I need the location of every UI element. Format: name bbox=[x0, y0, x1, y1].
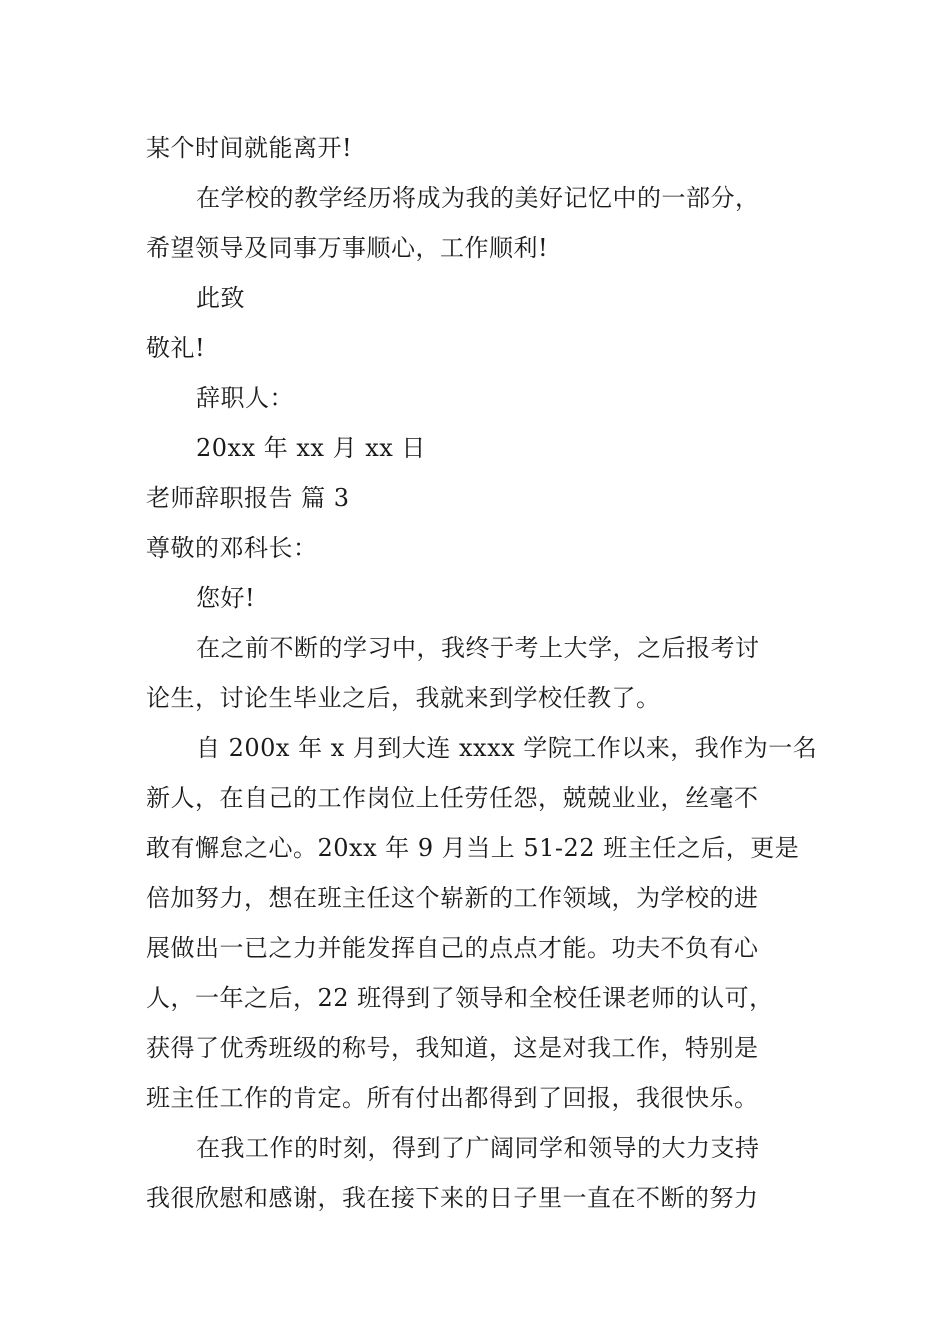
text-line: 在之前不断的学习中，我终于考上大学，之后报考讨 bbox=[196, 634, 760, 662]
text-line: 在学校的教学经历将成为我的美好记忆中的一部分， bbox=[196, 184, 760, 212]
text-line: 获得了优秀班级的称号，我知道，这是对我工作，特别是 bbox=[146, 1034, 759, 1062]
text-line: 自 200x 年 x 月到大连 xxxx 学院工作以来，我作为一名 bbox=[196, 734, 818, 762]
greeting: 您好! bbox=[196, 584, 256, 612]
section-heading: 老师辞职报告 篇 3 bbox=[146, 484, 350, 512]
text-line: 倍加努力，想在班主任这个崭新的工作领域，为学校的进 bbox=[146, 884, 759, 912]
greeting: 尊敬的邓科长： bbox=[146, 534, 318, 562]
text-line: 展做出一已之力并能发挥自己的点点才能。功夫不负有心 bbox=[146, 934, 759, 962]
text-line: 我很欣慰和感谢，我在接下来的日子里一直在不断的努力 bbox=[146, 1184, 759, 1212]
closing-salutation: 此致 bbox=[196, 284, 245, 312]
text-line: 班主任工作的肯定。所有付出都得到了回报，我很快乐。 bbox=[146, 1084, 759, 1112]
text-line: 论生，讨论生毕业之后，我就来到学校任教了。 bbox=[146, 684, 661, 712]
text-line: 人，一年之后，22 班得到了领导和全校任课老师的认可， bbox=[146, 984, 774, 1012]
text-line: 敢有懈怠之心。20xx 年 9 月当上 51-22 班主任之后，更是 bbox=[146, 834, 800, 862]
text-line: 在我工作的时刻，得到了广阔同学和领导的大力支持 bbox=[196, 1134, 760, 1162]
text-line: 某个时间就能离开! bbox=[146, 134, 353, 162]
date-line: 20xx 年 xx 月 xx 日 bbox=[196, 434, 426, 462]
closing-salutation: 敬礼! bbox=[146, 334, 206, 362]
signature-label: 辞职人： bbox=[196, 384, 294, 412]
text-line: 新人，在自己的工作岗位上任劳任怨，兢兢业业，丝毫不 bbox=[146, 784, 759, 812]
text-line: 希望领导及同事万事顺心，工作顺利! bbox=[146, 234, 549, 262]
